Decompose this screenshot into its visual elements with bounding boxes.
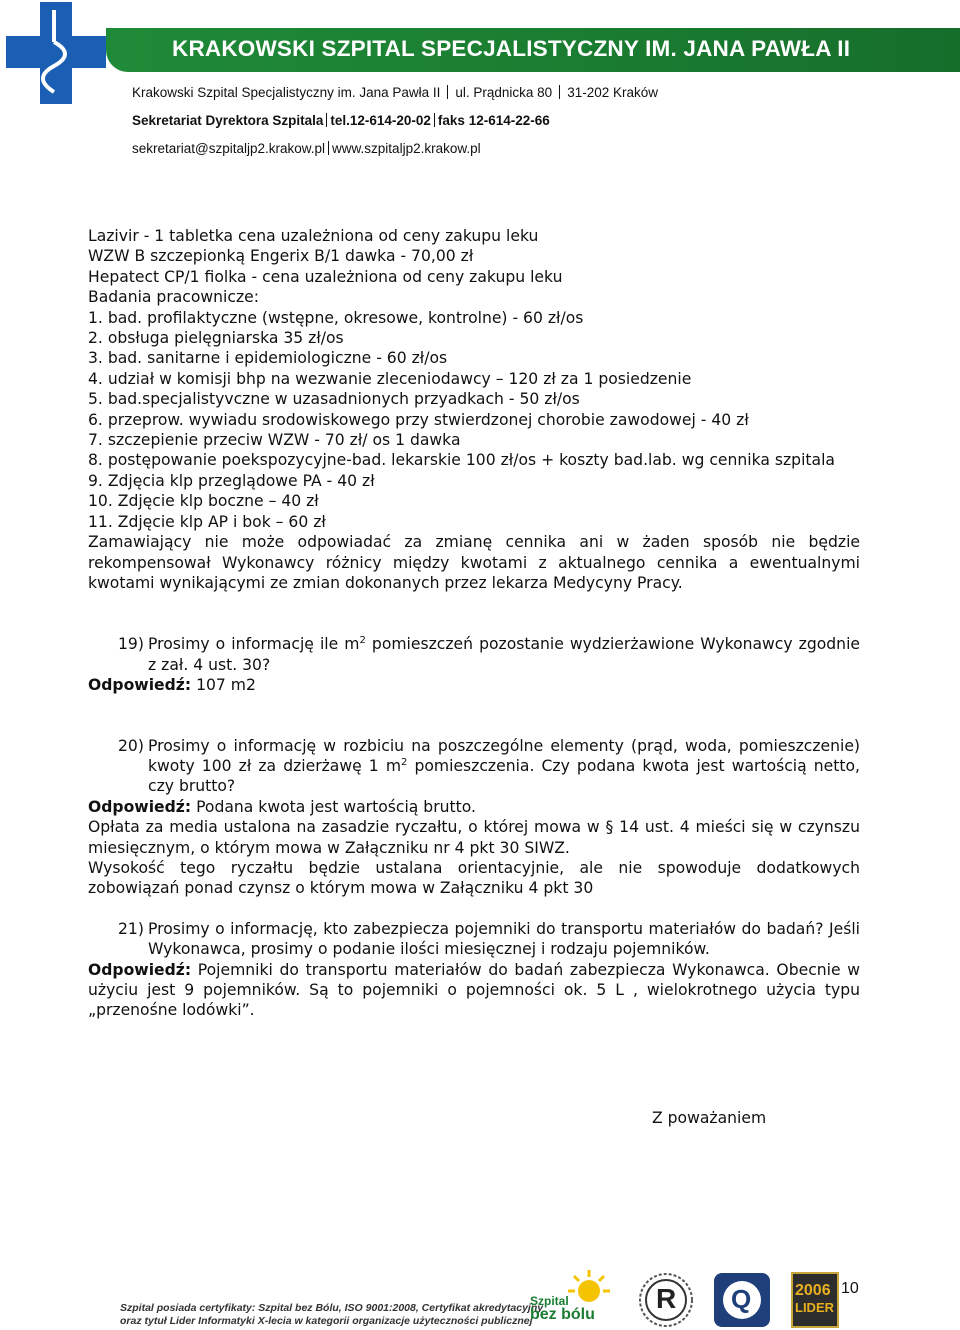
answer-19 [88,675,860,695]
body-line: 2. obsługa pielęgniarska 35 zł/os [88,329,344,348]
address-city: 31-202 Kraków [567,85,658,100]
website-link[interactable]: www.szpitaljp2.krakow.pl [332,141,481,156]
question-19 [88,634,860,675]
email-link[interactable]: sekretariat@szpitaljp2.krakow.pl [132,141,326,156]
header-address [132,85,658,100]
body-line: 3. bad. sanitarne i epidemiologiczne - 60 zł/os [88,349,448,368]
hospital-name-title: KRAKOWSKI SZPITAL SPECJALISTYCZNY IM. JANA PAWŁA II [172,36,851,61]
body-line: 11. Zdjęcie klp AP i bok – 60 zł [88,512,326,531]
szpital-bez-bolu-badge: Szpital bez bólu [528,1268,618,1328]
body-line: 7. szczepienie przeciw WZW - 70 zł/ os 1 dawka [88,431,461,450]
body-line: 8. postępowanie poekspozycyjne-bad. lekarskie 100 zł/os + koszty bad.lab. wg cennika szpitala [88,451,835,470]
contact-office: Sekretariat Dyrektora Szpitala [132,113,324,128]
body-line: Hepatect CP/1 fiolka - cena uzależniona od ceny zakupu leku [88,267,563,286]
body-line: Badania pracownicze: [88,288,259,307]
question-21 [88,919,860,960]
page-number: 10 [841,1280,859,1297]
body-line: 5. bad.specjalistyvczne w uzasadnionych przyadkach - 50 zł/os [88,390,580,409]
lider-2006-badge: 2006 LIDER [791,1272,839,1328]
question-number: 20) [118,736,144,755]
q-certificate-badge: Q [714,1273,770,1327]
header-web [132,141,481,156]
address-name: Krakowski Szpital Specjalistyczny im. Jana Pawła II [132,85,441,100]
sun-icon [566,1268,612,1310]
body-line: 6. przeprow. wywiadu srodowiskowego przy stwierdzonej chorobie zawodowej - 40 zł [88,410,749,429]
answer-label: Odpowiedź: [88,676,192,695]
answer-label: Odpowiedź: [88,960,192,979]
closing-salutation: Z poważaniem [652,1109,767,1127]
answer-text: Podana kwota jest wartością brutto. [191,797,476,816]
contact-phone: tel.12-614-20-02 [330,113,431,128]
question-number: 21) [118,919,144,938]
body-line: Lazivir - 1 tabletka cena uzależniona od ceny zakupu leku [88,227,539,245]
answer-20-extra: Wysokość tego ryczałtu będzie ustalana orientacyjnie, ale nie spowoduje dodatkowych zobowiązań ponad czynsz o którym mowa w Załączniku 4 pkt 30 [88,858,860,898]
question-20 [88,736,860,797]
body-line: 10. Zdjęcie klp boczne – 40 zł [88,492,319,511]
answer-20 [88,797,860,817]
answer-text: 107 m2 [191,676,256,695]
answer-21 [88,960,860,1021]
body-line: 9. Zdjęcia klp przeglądowe PA - 40 zł [88,471,375,490]
answer-label: Odpowiedź: [88,797,192,816]
body-line: WZW B szczepionką Engerix B/1 dawka - 70,00 zł [88,247,474,266]
question-number: 19) [118,635,144,654]
answer-20-extra: Opłata za media ustalona na zasadzie ryczałtu, o której mowa w § 14 ust. 4 mieści się w czynszu miesięcznym, o którym mowa w Załączniku nr 4 pkt 30 SIWZ. [88,818,860,857]
question-text: Prosimy o informację w rozbiciu na poszczególne elementy (prąd, woda, pomieszczenie) kwoty 100 zł za dzierżawę 1 $m^2$ pomieszczenia. Czy podana kwota jest wartością netto, czy brutto? [148,736,860,796]
header-contact [132,113,550,128]
address-street: ul. Prądnicka 80 [455,85,553,100]
question-text: Prosimy o informację ile $m^2$ pomieszczeń pozostanie wydzierżawione Wykonawcy zgodnie z zał. 4 ust. 30? [148,635,860,674]
disclaimer-paragraph: Zamawiający nie może odpowiadać za zmianę cennika ani w żaden sposób nie będzie rekompensował Wykonawcy różnicy między kwotami z aktualnego cennika a ewentualnymi kwotami wynikającymi ze zmian dokonanych przez lekarza Medycyny Pracy. [88,533,860,592]
contact-fax: faks 12-614-22-66 [437,113,550,128]
body-line: 1. bad. profilaktyczne (wstępne, okresowe, kontrolne) - 60 zł/os [88,308,584,327]
body-line: 4. udział w komisji bhp na wezwanie zleceniodawcy – 120 zł za 1 posiedzenie [88,369,692,388]
footer-certificates: Szpital posiada certyfikaty: Szpital bez Bólu, ISO 9001:2008, Certyfikat akredytacyjny oraz tytuł Lider Informatyki X-lecia w kategorii organizacje użyteczności publicznej [120,1302,544,1327]
hospital-cross-logo [6,2,106,104]
r-certificate-badge: R [638,1272,694,1328]
document-body [88,226,860,1021]
question-text: Prosimy o informację, kto zabezpiecza pojemniki do transportu materiałów do badań? Jeśli Wykonawca, prosimy o podanie ilości miesięcznej i rodzaju pojemników. [148,919,860,959]
answer-text: Pojemniki do transportu materiałów do badań zabezpiecza Wykonawca. Obecnie w użyciu jest 9 pojemników. Są to pojemniki o pojemności ok. 5 L , wielokrotnego użycia typu „przenośne lodówki”. [88,960,860,1020]
